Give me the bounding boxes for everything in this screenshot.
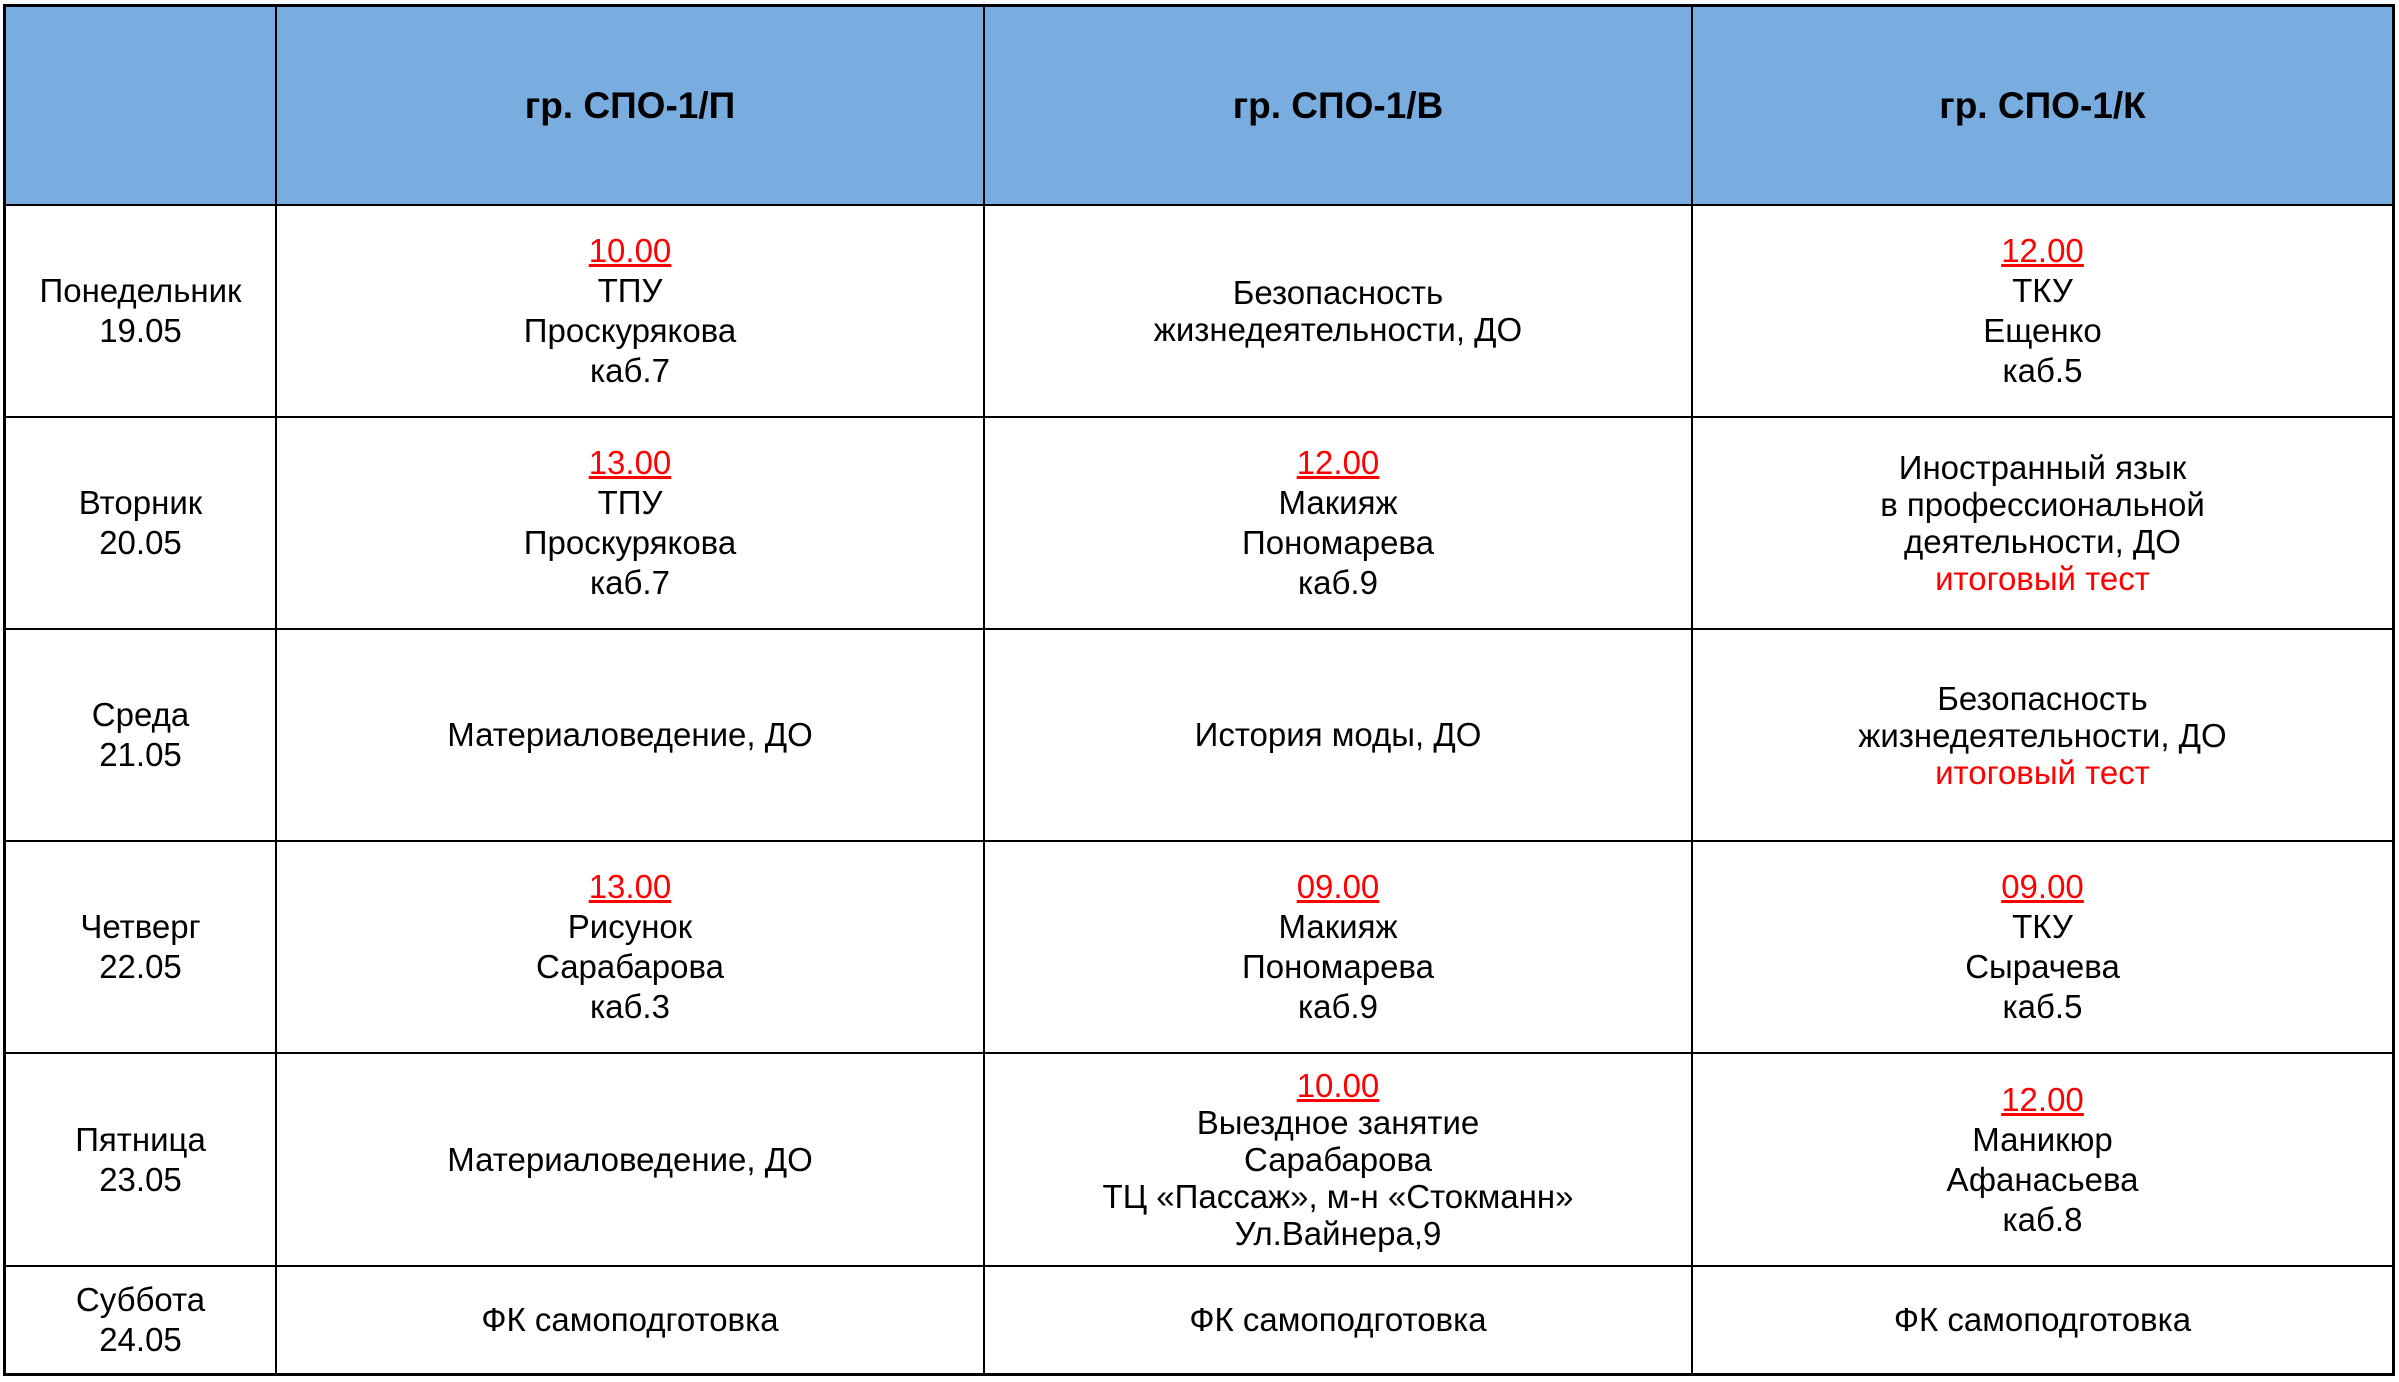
lesson-teacher: Афанасьева: [1946, 1160, 2139, 1198]
lesson-subject: ТПУ: [597, 272, 663, 309]
lesson-location: ТЦ «Пассаж», м-н «Стокманн»: [1102, 1178, 1574, 1215]
day-cell-tuesday: [6, 418, 277, 630]
lesson-cell: [985, 418, 1693, 630]
lesson-subject: жизнедеятельности, ДО: [1858, 716, 2227, 754]
lesson-subject: Безопасность: [1937, 679, 2148, 717]
day-cell-monday: [6, 206, 277, 418]
day-name: Среда: [91, 696, 190, 733]
lesson-cell: [277, 418, 985, 630]
lesson-room: каб.7: [590, 352, 670, 389]
lesson-cell: [277, 206, 985, 418]
lesson-cell: [277, 1267, 985, 1373]
day-cell-wednesday: [6, 630, 277, 842]
day-date: 23.05: [99, 1160, 182, 1198]
lesson-subject: жизнедеятельности, ДО: [1153, 311, 1523, 348]
group-title: гр. СПО-1/К: [1939, 84, 2146, 126]
lesson-subject: деятельности, ДО: [1904, 523, 2181, 560]
lesson-teacher: Сырачева: [1965, 948, 2120, 985]
lesson-subject: Выездное занятие: [1196, 1104, 1480, 1141]
day-name: Пятница: [75, 1120, 206, 1158]
lesson-room: каб.7: [590, 564, 670, 601]
lesson-time: 12.00: [2001, 232, 2084, 269]
lesson-time: 09.00: [1296, 868, 1380, 905]
lesson-subject: ТПУ: [597, 484, 663, 521]
lesson-subject: ФК самоподготовка: [1189, 1301, 1487, 1338]
group-title: гр. СПО-1/П: [524, 84, 736, 126]
day-cell-friday: [6, 1054, 277, 1267]
lesson-teacher: Сарабарова: [536, 948, 724, 985]
day-date: 24.05: [99, 1321, 182, 1358]
day-date: 22.05: [99, 948, 182, 985]
lesson-time: 12.00: [2001, 1080, 2084, 1118]
group-title: гр. СПО-1/В: [1232, 84, 1444, 126]
lesson-cell: [277, 1054, 985, 1267]
lesson-room: каб.9: [1298, 988, 1378, 1025]
lesson-cell: [1693, 842, 2392, 1054]
lesson-teacher: Сарабарова: [1244, 1141, 1432, 1178]
lesson-room: каб.3: [590, 988, 670, 1025]
lesson-cell: [1693, 206, 2392, 418]
lesson-teacher: Пономарева: [1242, 948, 1434, 985]
lesson-cell: [1693, 418, 2392, 630]
day-date: 19.05: [99, 312, 182, 349]
lesson-subject: ТКУ: [2012, 908, 2073, 945]
day-name: Понедельник: [39, 272, 242, 309]
header-corner-cell: [6, 7, 277, 206]
lesson-time: 10.00: [1296, 1067, 1380, 1104]
lesson-subject: Макияж: [1278, 484, 1398, 521]
lesson-cell: [277, 842, 985, 1054]
day-date: 20.05: [99, 524, 182, 561]
lesson-time: 10.00: [588, 232, 672, 269]
lesson-subject: Материаловедение, ДО: [447, 716, 813, 753]
day-cell-thursday: [6, 842, 277, 1054]
day-name: Суббота: [75, 1281, 206, 1318]
lesson-address: Ул.Вайнера,9: [1234, 1215, 1442, 1252]
lesson-subject: Рисунок: [567, 908, 693, 945]
lesson-teacher: Ещенко: [1983, 312, 2102, 349]
day-name: Четверг: [80, 908, 201, 945]
lesson-subject: в профессиональной: [1880, 486, 2205, 523]
lesson-cell: [277, 630, 985, 842]
lesson-note: итоговый тест: [1935, 560, 2150, 597]
lesson-cell: [985, 206, 1693, 418]
schedule-table: [3, 4, 2395, 1376]
lesson-time: 12.00: [1296, 444, 1380, 481]
lesson-room: каб.9: [1298, 564, 1378, 601]
header-group-1: [277, 7, 985, 206]
lesson-subject: Маникюр: [1972, 1120, 2113, 1158]
lesson-subject: ФК самоподготовка: [481, 1301, 779, 1338]
lesson-teacher: Проскурякова: [523, 312, 737, 349]
lesson-cell: [985, 1267, 1693, 1373]
lesson-time: 09.00: [2001, 868, 2084, 905]
lesson-subject: Безопасность: [1232, 274, 1444, 311]
day-name: Вторник: [78, 484, 203, 521]
lesson-time: 13.00: [588, 444, 672, 481]
lesson-cell: [985, 842, 1693, 1054]
lesson-teacher: Проскурякова: [523, 524, 737, 561]
lesson-cell: [1693, 630, 2392, 842]
lesson-subject: Макияж: [1278, 908, 1398, 945]
lesson-note: итоговый тест: [1935, 753, 2150, 791]
lesson-cell: [985, 1054, 1693, 1267]
lesson-cell: [1693, 1267, 2392, 1373]
lesson-time: 13.00: [588, 868, 672, 905]
lesson-subject: ТКУ: [2012, 272, 2073, 309]
lesson-subject: Материаловедение, ДО: [447, 1140, 813, 1178]
lesson-subject: Иностранный язык: [1898, 449, 2187, 486]
lesson-room: каб.8: [2002, 1200, 2083, 1238]
lesson-room: каб.5: [2002, 988, 2083, 1025]
day-date: 21.05: [99, 736, 182, 773]
lesson-teacher: Пономарева: [1242, 524, 1434, 561]
lesson-cell: [985, 630, 1693, 842]
lesson-subject: ФК самоподготовка: [1893, 1301, 2192, 1338]
lesson-room: каб.5: [2002, 352, 2083, 389]
lesson-subject: История моды, ДО: [1194, 716, 1482, 753]
header-group-3: [1693, 7, 2392, 206]
day-cell-saturday: [6, 1267, 277, 1373]
lesson-cell: [1693, 1054, 2392, 1267]
header-group-2: [985, 7, 1693, 206]
